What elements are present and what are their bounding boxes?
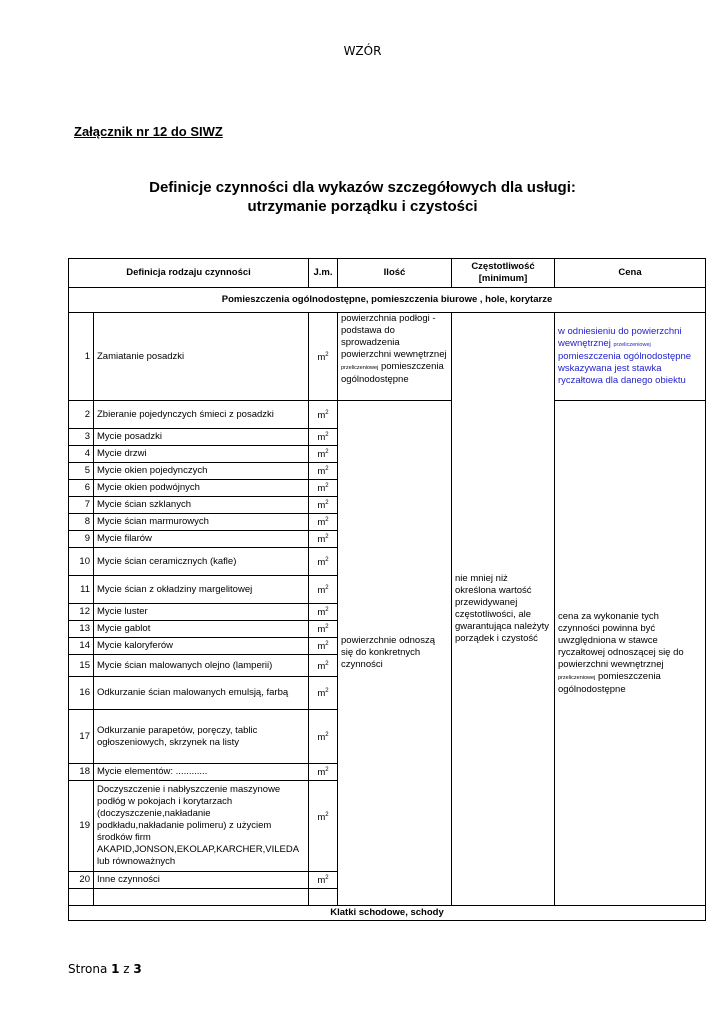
annex-title: Załącznik nr 12 do SIWZ [74,124,223,139]
row-unit: $m^2$ [309,655,338,677]
table-header-row [69,259,706,288]
row-name-line: lub równoważnych [97,856,176,867]
header-quantity: Ilość [338,259,452,288]
row-name: Mycie kaloryferów [94,638,309,655]
row-unit: $m^2$ [309,621,338,638]
quantity-cell-rest: powierzchnie odnoszą się do konkretnych czynności [338,401,452,906]
row-number-empty [69,889,94,906]
row-name: Inne czynności [94,872,309,889]
activities-table [68,258,706,921]
row-unit: $m^2$ [309,548,338,576]
row-number: 9 [69,531,94,548]
row-name: Mycie ścian szklanych [94,497,309,514]
row-name-line: AKAPID,JONSON,EKOLAP,KARCHER,VILEDA [97,844,300,855]
header-frequency [452,259,555,288]
row-number: 6 [69,480,94,497]
row-unit: $m^2$ [309,604,338,621]
row-name: Mycie gablot [94,621,309,638]
row-unit: $m^2$ [309,710,338,764]
row-name-line: Doczyszczenie i nabłyszczenie maszynowe [97,784,281,795]
row-name: Mycie drzwi [94,446,309,463]
row-name: Mycie ścian malowanych olejno (lamperii) [94,655,309,677]
row-unit: $m^2$ [309,531,338,548]
row-name-empty [94,889,309,906]
row-name: Zbieranie pojedynczych śmieci z posadzki [94,401,309,429]
row-number: 20 [69,872,94,889]
row-unit: $m^2$ [309,872,338,889]
row-unit: $m^2$ [309,497,338,514]
row-unit: $m^2$ [309,463,338,480]
header-price: Cena [555,259,706,288]
row-unit: $m^2$ [309,781,338,872]
row-unit: $m^2$ [309,429,338,446]
document-title [0,178,725,216]
row-number: 18 [69,764,94,781]
row-unit: $m^2$ [309,401,338,429]
row-name: Odkurzanie parapetów, poręczy, tablic ogłoszeniowych, skrzynek na listy [94,710,309,764]
row-name: Mycie filarów [94,531,309,548]
quantity-cell-1: powierzchnia podłogi - podstawa do sprowadzenia powierzchni wewnętrznej przeliczeniowej pomieszczenia ogólnodostępne [338,313,452,401]
page-footer: Strona 1 z 3 [68,962,142,976]
row-name: Mycie posadzki [94,429,309,446]
row-name: Mycie ścian ceramicznych (kafle) [94,548,309,576]
row-unit-empty [309,889,338,906]
row-name: Odkurzanie ścian malowanych emulsją, farbą [94,677,309,710]
row-name: Mycie elementów: ............ [94,764,309,781]
table-row [69,313,706,401]
row-number: 13 [69,621,94,638]
row-number: 19 [69,781,94,872]
row-name: Mycie ścian z okładziny margelitowej [94,576,309,604]
row-unit: $m^2$ [309,480,338,497]
row-number: 7 [69,497,94,514]
row-number: 11 [69,576,94,604]
table-row [69,401,706,429]
row-name: Mycie luster [94,604,309,621]
row-number: 1 [69,313,94,401]
section-title: Klatki schodowe, schody [69,906,706,921]
row-number: 3 [69,429,94,446]
current-page: 1 [111,962,120,976]
row-unit: $m^2$ [309,638,338,655]
row-unit: $m^2$ [309,514,338,531]
page-header-label: WZÓR [343,44,382,58]
row-name-line: podłóg w pokojach i korytarzach [97,796,233,807]
row-number: 12 [69,604,94,621]
row-number: 15 [69,655,94,677]
row-unit: $m^2$ [309,313,338,401]
header-unit: J.m. [309,259,338,288]
title-line-1: Definicje czynności dla wykazów szczegółowych dla usługi: [149,179,576,196]
row-number: 10 [69,548,94,576]
row-name: Mycie okien podwójnych [94,480,309,497]
row-number: 14 [69,638,94,655]
row-name: Zamiatanie posadzki [94,313,309,401]
section-title: Pomieszczenia ogólnodostępne, pomieszczenia biurowe , hole, korytarze [69,288,706,313]
row-name: Mycie ścian marmurowych [94,514,309,531]
row-name: Mycie okien pojedynczych [94,463,309,480]
row-unit: $m^2$ [309,764,338,781]
price-cell-rest: cena za wykonanie tych czynności powinna być uwzględniona w stawce ryczałtowej odnoszącej się do powierzchni wewnętrznej przeliczeniowej pomieszczenia ogólnodostępne [555,401,706,906]
row-name-line: (doczyszczenie,nakładanie [97,808,211,819]
total-pages: 3 [133,962,142,976]
row-number: 2 [69,401,94,429]
header-definition: Definicja rodzaju czynności [69,259,309,288]
frequency-cell: nie mniej niż określona wartość przewidywanej częstotliwości, ale gwarantująca należyty porządek i czystość [452,313,555,906]
row-number: 16 [69,677,94,710]
row-name [94,781,309,872]
row-number: 17 [69,710,94,764]
row-unit: $m^2$ [309,446,338,463]
row-unit: $m^2$ [309,677,338,710]
row-unit: $m^2$ [309,576,338,604]
title-line-2: utrzymanie porządku i czystości [247,198,478,215]
row-name-line: podkładu,nakładanie polimeru) z użyciem [97,820,272,831]
header-frequency-line1: Częstotliwość [471,261,535,272]
section-row [69,906,706,921]
row-number: 8 [69,514,94,531]
row-name-line: środków firm [97,832,151,843]
price-cell-1: w odniesieniu do powierzchni wewnętrznej przeliczeniowej pomieszczenia ogólnodostępne wskazywana jest stawka ryczałtowa dla danego obiektu [555,313,706,401]
section-row [69,288,706,313]
header-frequency-line2: [minimum] [478,273,528,284]
row-number: 5 [69,463,94,480]
row-number: 4 [69,446,94,463]
